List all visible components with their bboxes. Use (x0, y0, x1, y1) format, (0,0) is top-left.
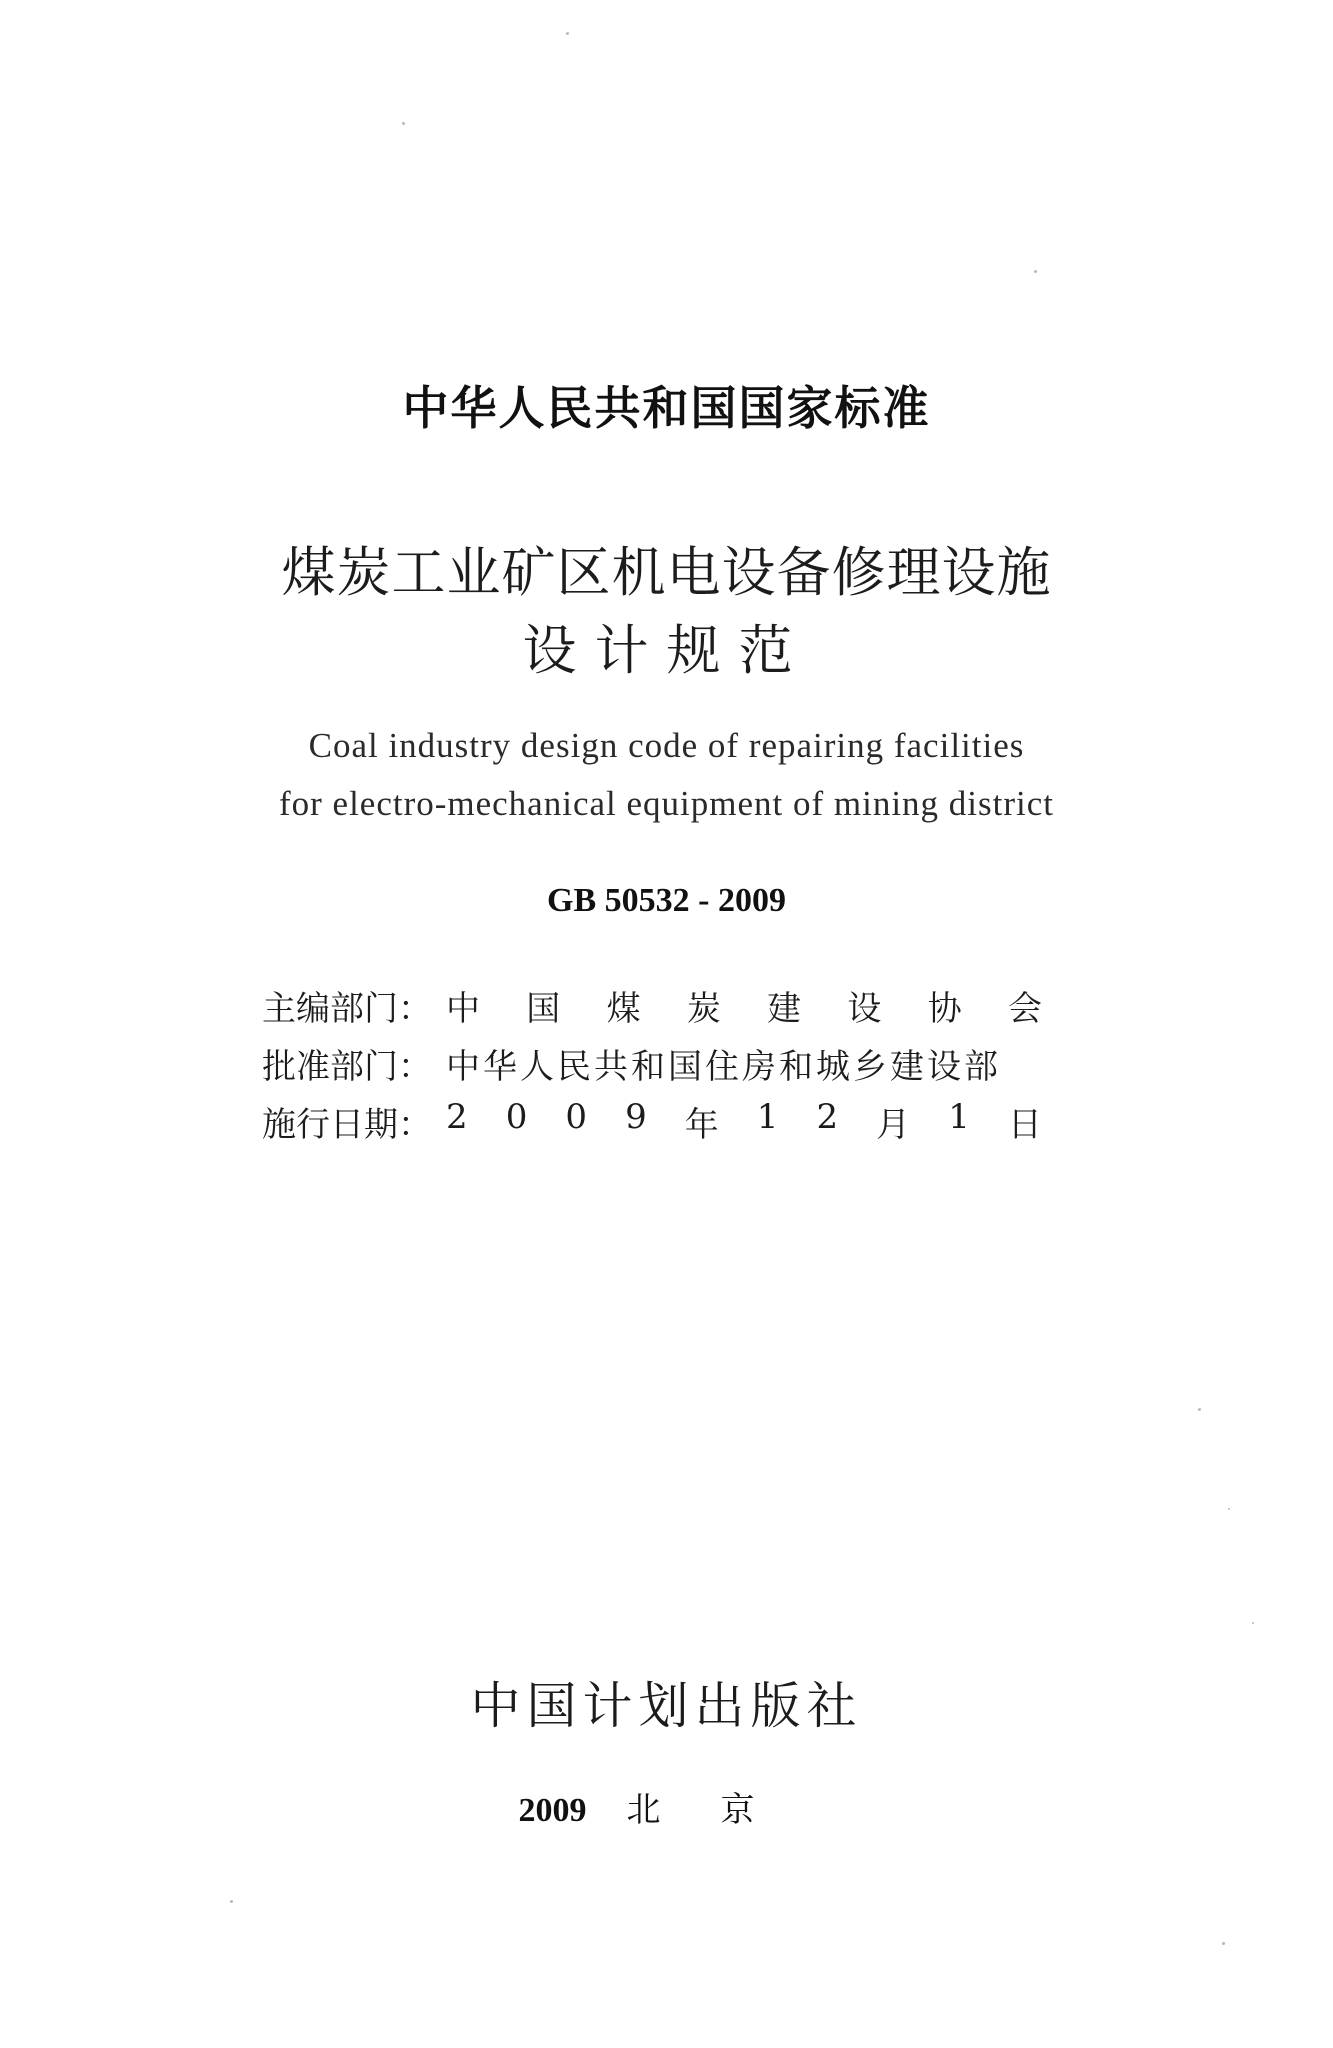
english-title-line-2: for electro-mechanical equipment of mining district (278, 784, 1055, 823)
chinese-title-line-2: 设计规范 (522, 619, 811, 682)
date-char: 1 (948, 1096, 970, 1137)
scan-speck (1228, 1508, 1230, 1510)
editor-char: 建 (767, 988, 802, 1029)
chinese-title-line-1: 煤炭工业矿区机电设备修理设施 (281, 541, 1052, 604)
standard-series-heading: 中华人民共和国国家标准 (402, 381, 931, 435)
date-char: 2 (446, 1096, 468, 1137)
editor-row (262, 980, 1042, 1030)
effective-date-value (446, 1097, 1042, 1146)
date-char: 年 (684, 1104, 719, 1145)
editor-label: 主编部门： (262, 988, 432, 1029)
date-char: 0 (565, 1096, 588, 1137)
scan-speck (1222, 1942, 1225, 1945)
approver-value: 中华人民共和国住房和城乡建设部 (446, 1046, 1001, 1087)
scan-speck (402, 122, 405, 125)
date-char: 1 (756, 1096, 779, 1137)
editor-char: 会 (1007, 988, 1042, 1029)
editor-char: 设 (847, 988, 882, 1029)
date-char: 9 (625, 1096, 647, 1137)
scan-speck (1252, 1622, 1254, 1624)
approver-label: 批准部门： (262, 1046, 432, 1087)
english-title-line-1: Coal industry design code of repairing facilities (308, 726, 1025, 765)
editor-value (446, 981, 1042, 1030)
approver-row (262, 1038, 1042, 1088)
editor-char: 煤 (606, 988, 641, 1029)
effective-date-row (262, 1096, 1042, 1146)
editor-char: 中 (446, 988, 480, 1029)
date-char: 日 (1007, 1104, 1042, 1145)
editor-char: 国 (526, 988, 561, 1029)
scan-speck (1198, 1408, 1201, 1411)
scan-speck (1034, 270, 1037, 273)
imprint-city: 北京 (626, 1790, 815, 1830)
publisher-name: 中国计划出版社 (470, 1677, 863, 1735)
editor-char: 协 (927, 988, 962, 1029)
effective-date-label: 施行日期： (262, 1104, 432, 1145)
editor-char: 炭 (686, 988, 721, 1029)
date-char: 0 (505, 1096, 528, 1137)
scan-speck (230, 1900, 233, 1903)
imprint-line (0, 1782, 1333, 1831)
imprint-year: 2009 (518, 1792, 587, 1829)
date-char: 月 (876, 1104, 911, 1145)
standard-code: GB 50532 - 2009 (547, 882, 786, 919)
scan-speck (566, 32, 569, 35)
date-char: 2 (816, 1096, 839, 1137)
